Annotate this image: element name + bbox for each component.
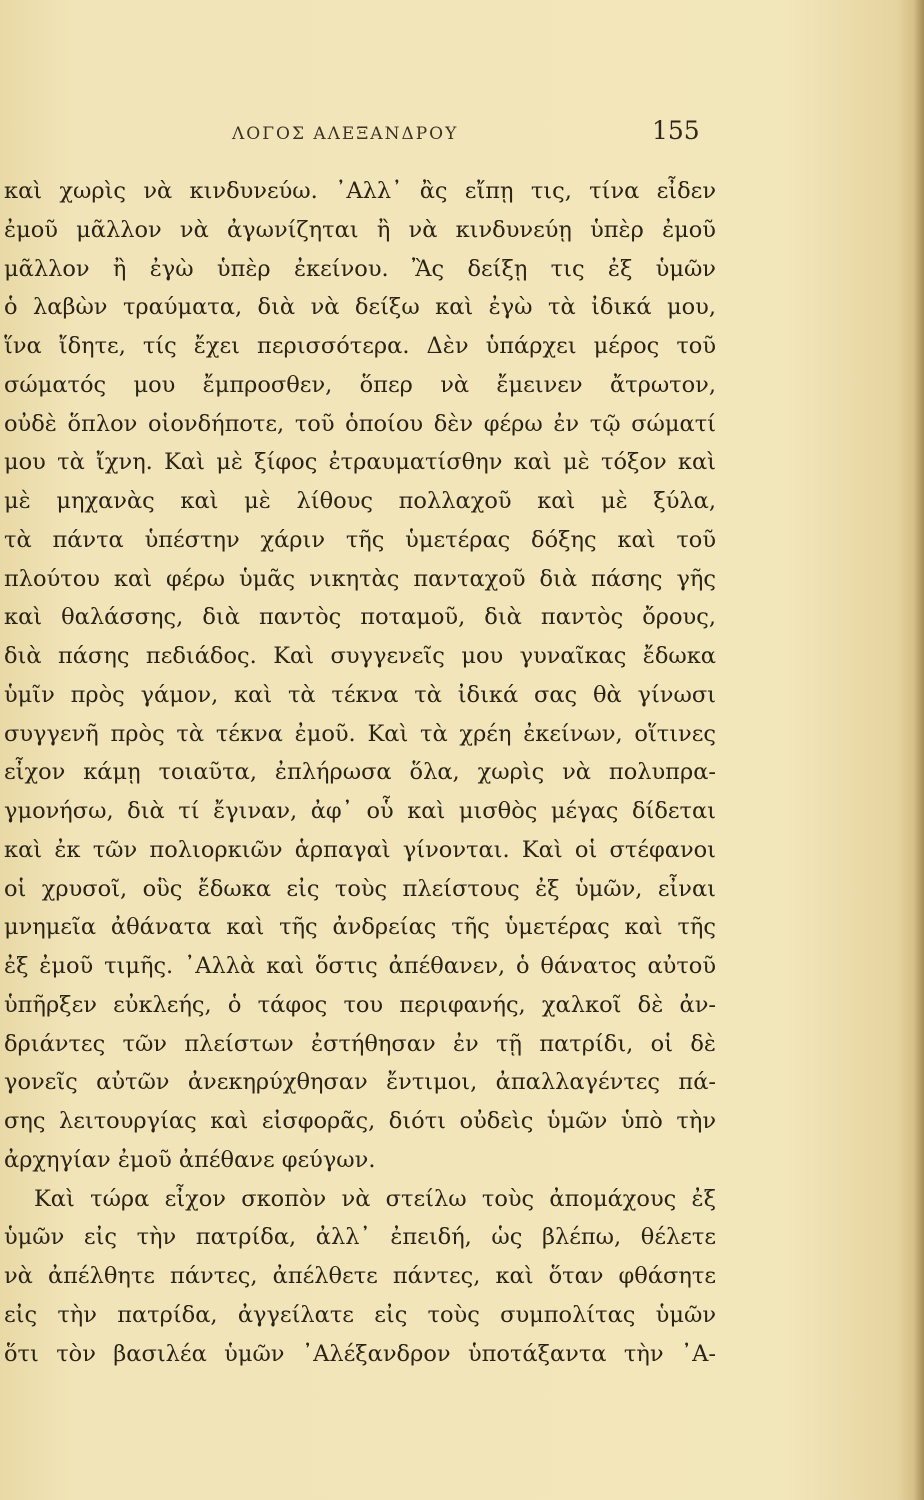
text-line: ἐμοῦ μᾶλλον νὰ ἀγωνίζηται ἢ νὰ κινδυνεύῃ ὑπὲρ ἐμοῦ <box>4 216 716 243</box>
text-line: μὲ μηχανὰς καὶ μὲ λίθους πολλαχοῦ καὶ μὲ ξύλα, <box>4 488 716 514</box>
text-line: ὁ λαβὼν τραύματα, διὰ νὰ δείξω καὶ ἐγὼ τὰ ἰδικά μου, <box>4 294 716 321</box>
text-line: σης λειτουργίας καὶ εἰσφορᾶς, διότι οὐδεὶς ὑμῶν ὑπὸ τὴν <box>4 1108 716 1134</box>
text-line: ὑμῶν εἰς τὴν πατρίδα, ἀλλ᾿ ἐπειδή, ὡς βλέπω, θέλετε <box>4 1224 716 1251</box>
text-line: μνημεῖα ἀθάνατα καὶ τῆς ἀνδρείας τῆς ὑμετέρας καὶ τῆς <box>4 914 716 941</box>
body-text <box>4 172 716 1373</box>
text-line: σώματός μου ἔμπροσθεν, ὅπερ νὰ ἔμεινεν ἄτρωτον, <box>4 371 716 398</box>
text-line: ὑπῆρξεν εὐκλεής, ὁ τάφος του περιφανής, χαλκοῖ δὲ ἀν- <box>4 991 716 1018</box>
running-head: ΛΟΓΟΣ ΑΛΕΞΑΝΔΡΟΥ <box>232 124 459 144</box>
text-line: τὰ πάντα ὑπέστην χάριν τῆς ὑμετέρας δόξης καὶ τοῦ <box>4 526 716 553</box>
text-line: γμονήσω, διὰ τί ἔγιναν, ἀφ᾿ οὗ καὶ μισθὸς μέγας δίδεται <box>4 798 716 824</box>
text-line: ἵνα ἴδητε, τίς ἔχει περισσότερα. Δὲν ὑπάρχει μέρος τοῦ <box>4 333 716 359</box>
text-line: διὰ πάσης πεδιάδος. Καὶ συγγενεῖς μου γυναῖκας ἔδωκα <box>4 643 716 669</box>
text-line: καὶ χωρὶς νὰ κινδυνεύω. ᾿Αλλ᾿ ἂς εἴπῃ τις, τίνα εἶδεν <box>4 178 716 204</box>
paragraph-end-line: ἀρχηγίαν ἐμοῦ ἀπέθανε φεύγων. <box>4 1146 376 1173</box>
text-line: εἶχον κάμῃ τοιαῦτα, ἐπλήρωσα ὅλα, χωρὶς νὰ πολυπρα- <box>4 759 716 786</box>
paragraph-start-line: Καὶ τώρα εἶχον σκοπὸν νὰ στείλω τοὺς ἀπομάχους ἐξ <box>34 1185 716 1212</box>
text-line: δριάντες τῶν πλείστων ἐστήθησαν ἐν τῇ πατρίδι, οἱ δὲ <box>4 1030 716 1057</box>
text-line: ὅτι τὸν βασιλέα ὑμῶν ᾿Αλέξανδρον ὑποτάξαντα τὴν ᾿Α- <box>4 1340 716 1367</box>
text-line: συγγενῆ πρὸς τὰ τέκνα ἐμοῦ. Καὶ τὰ χρέη ἐκείνων, οἵτινες <box>4 720 716 747</box>
text-line: οἱ χρυσοῖ, οὓς ἔδωκα εἰς τοὺς πλείστους ἐξ ὑμῶν, εἶναι <box>4 875 716 902</box>
text-line: ἐξ ἐμοῦ τιμῆς. ᾿Αλλὰ καὶ ὅστις ἀπέθανεν, ὁ θάνατος αὐτοῦ <box>4 953 716 979</box>
text-line: μου τὰ ἴχνη. Καὶ μὲ ξίφος ἐτραυματίσθην καὶ μὲ τόξον καὶ <box>4 449 716 476</box>
text-line: νὰ ἀπέλθητε πάντες, ἀπέλθετε πάντες, καὶ ὅταν φθάσητε <box>4 1263 716 1289</box>
page-edge-shadow <box>914 0 924 1500</box>
text-line: πλούτου καὶ φέρω ὑμᾶς νικητὰς πανταχοῦ διὰ πάσης γῆς <box>4 565 716 592</box>
text-line: καὶ θαλάσσης, διὰ παντὸς ποταμοῦ, διὰ παντὸς ὄρους, <box>4 604 716 631</box>
text-line: καὶ ἐκ τῶν πολιορκιῶν ἁρπαγαὶ γίνονται. Καὶ οἱ στέφανοι <box>4 836 716 863</box>
text-line: εἰς τὴν πατρίδα, ἀγγείλατε εἰς τοὺς συμπολίτας ὑμῶν <box>4 1301 716 1328</box>
text-line: οὐδὲ ὅπλον οἱονδήποτε, τοῦ ὁποίου δὲν φέρω ἐν τῷ σώματί <box>4 410 716 437</box>
page-number: 155 <box>652 116 700 145</box>
text-line: γονεῖς αὐτῶν ἀνεκηρύχθησαν ἔντιμοι, ἀπαλλαγέντες πά- <box>4 1069 716 1096</box>
text-line: ὑμῖν πρὸς γάμον, καὶ τὰ τέκνα τὰ ἰδικά σας θὰ γίνωσι <box>4 681 716 708</box>
text-line: μᾶλλον ἢ ἐγὼ ὑπὲρ ἐκείνου. Ἂς δείξῃ τις ἐξ ὑμῶν <box>4 255 716 282</box>
